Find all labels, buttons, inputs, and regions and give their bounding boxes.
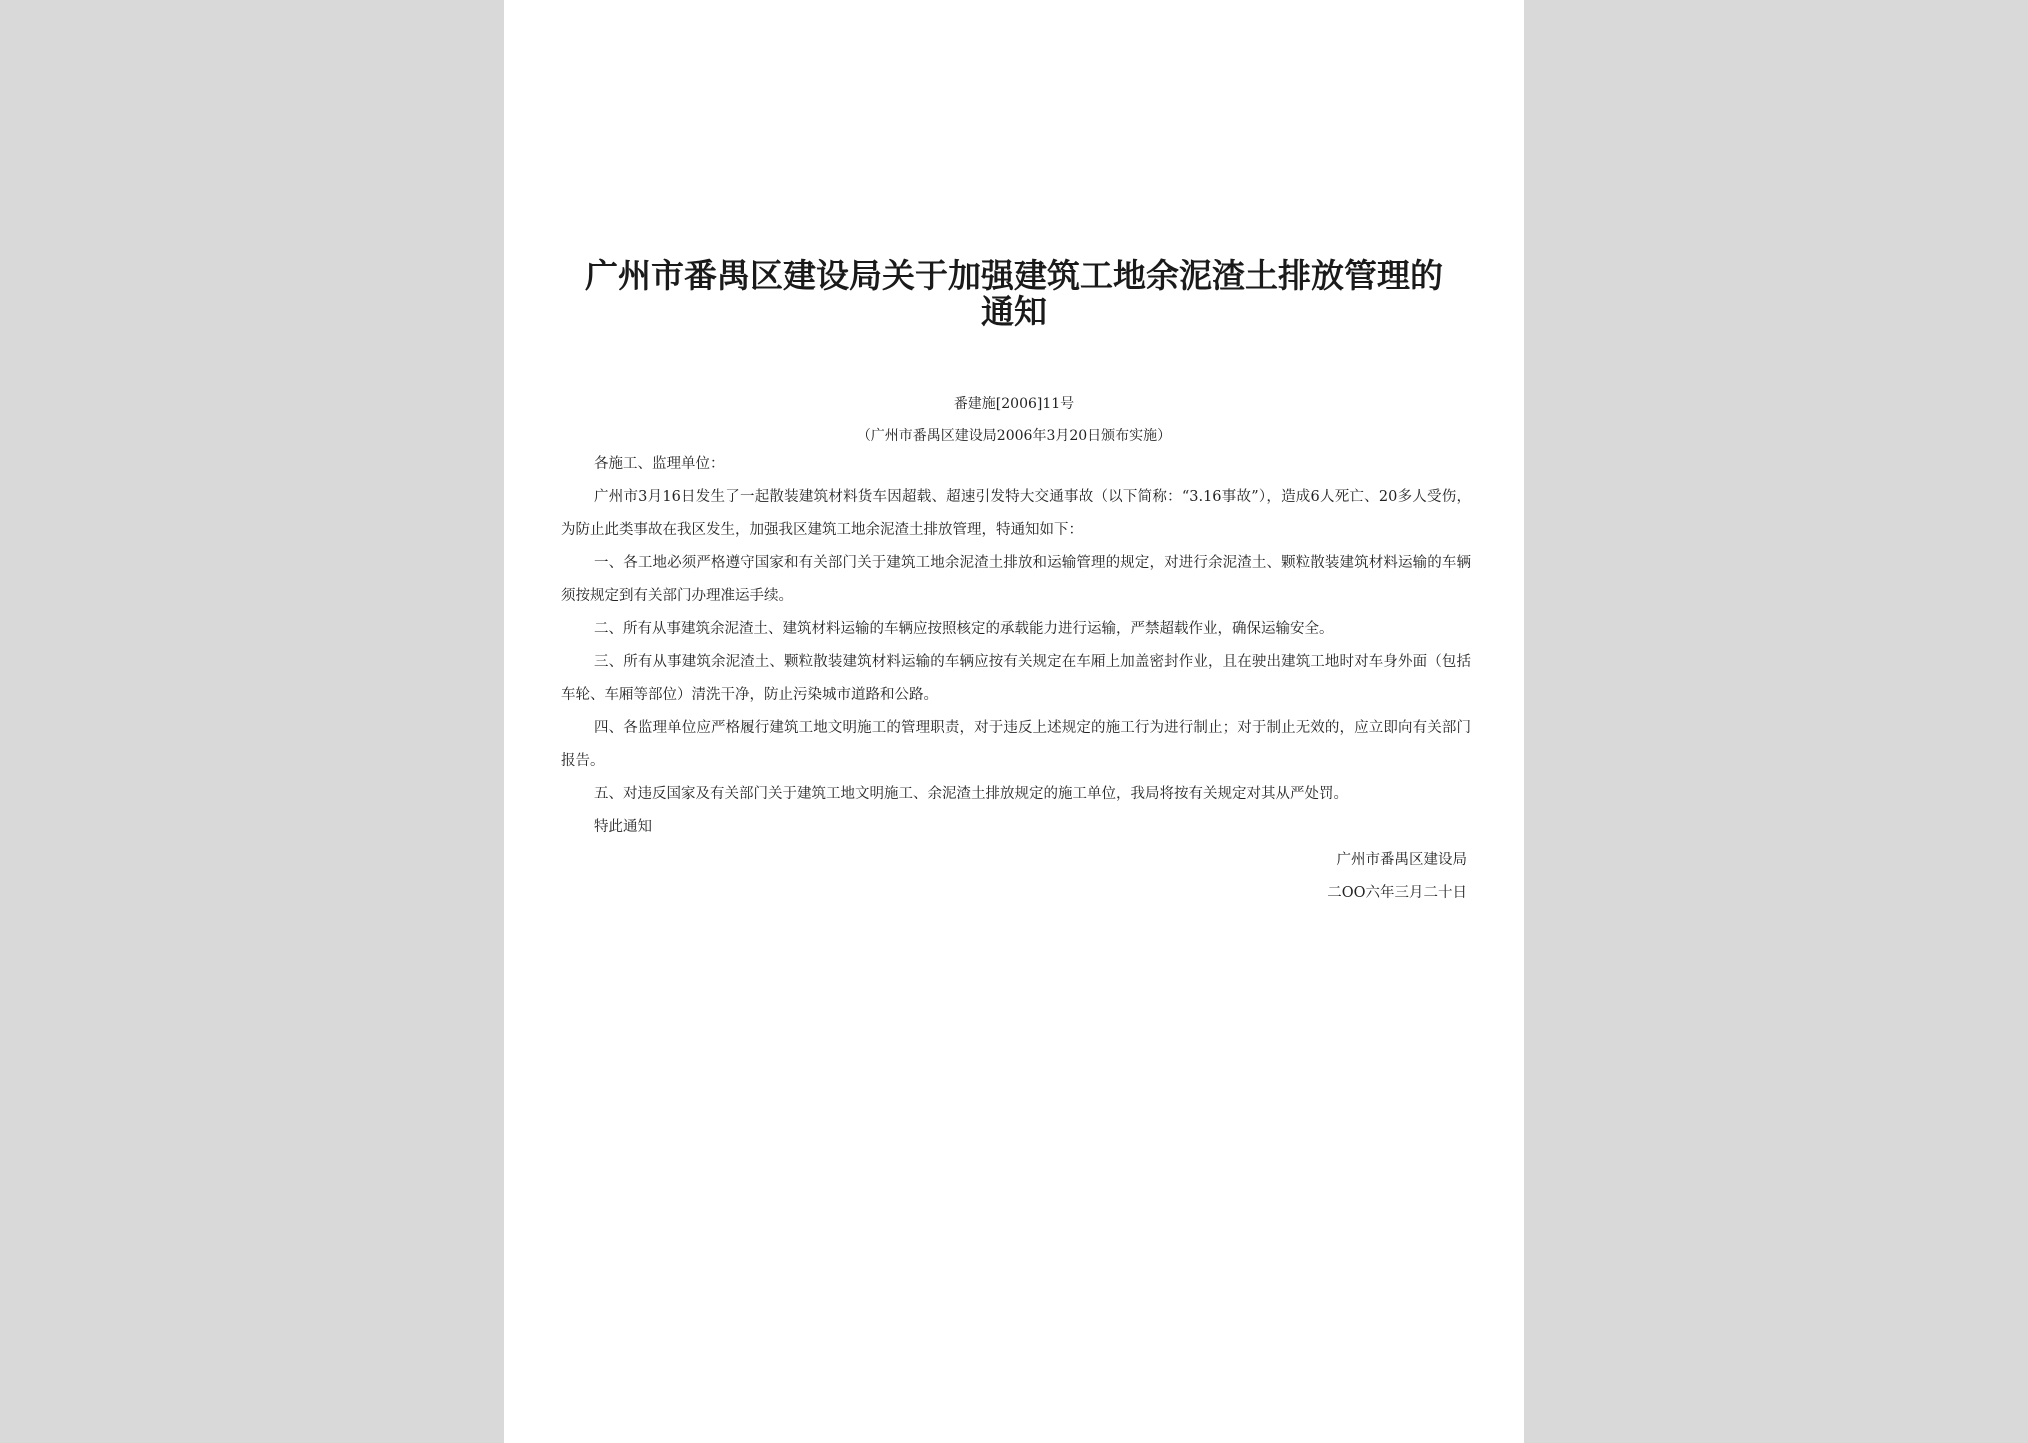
paragraph-5: 五、对违反国家及有关部门关于建筑工地文明施工、余泥渣土排放规定的施工单位，我局将按有关规定对其从严处罚。 [594, 786, 1348, 802]
paragraph-3: 三、所有从事建筑余泥渣土、颗粒散装建筑材料运输的车辆应按有关规定在车厢上加盖密封作业，且在驶出建筑工地时对车身外面（包括车轮、车厢等部位）清洗干净，防止污染城市道路和公路。 [561, 654, 1471, 703]
paragraph-1: 一、各工地必须严格遵守国家和有关部门关于建筑工地余泥渣土排放和运输管理的规定，对进行余泥渣土、颗粒散装建筑材料运输的车辆须按规定到有关部门办理准运手续。 [561, 555, 1471, 604]
signatory: 广州市番禺区建设局 [1336, 852, 1467, 868]
document-number: 番建施[2006]11号 [953, 396, 1075, 412]
paragraph-2: 二、所有从事建筑余泥渣土、建筑材料运输的车辆应按照核定的承载能力进行运输，严禁超载作业，确保运输安全。 [594, 621, 1334, 637]
document-date: 二OO六年三月二十日 [1327, 885, 1467, 901]
document-page [504, 0, 1524, 1443]
document-body [561, 481, 1471, 811]
issued-note: （广州市番禺区建设局2006年3月20日颁布实施） [856, 428, 1172, 444]
paragraph-intro: 广州市3月16日发生了一起散装建筑材料货车因超载、超速引发特大交通事故（以下简称：“3.16事故”），造成6人死亡、20多人受伤，为防止此类事故在我区发生，加强我区建筑工地余泥渣土排放管理，特通知如下： [561, 489, 1471, 538]
closing-line: 特此通知 [594, 819, 652, 835]
addressee: 各施工、监理单位： [594, 456, 725, 472]
paragraph-4: 四、各监理单位应严格履行建筑工地文明施工的管理职责，对于违反上述规定的施工行为进行制止；对于制止无效的，应立即向有关部门报告。 [561, 720, 1471, 769]
document-title: 广州市番禺区建设局关于加强建筑工地余泥渣土排放管理的通知 [585, 256, 1443, 331]
